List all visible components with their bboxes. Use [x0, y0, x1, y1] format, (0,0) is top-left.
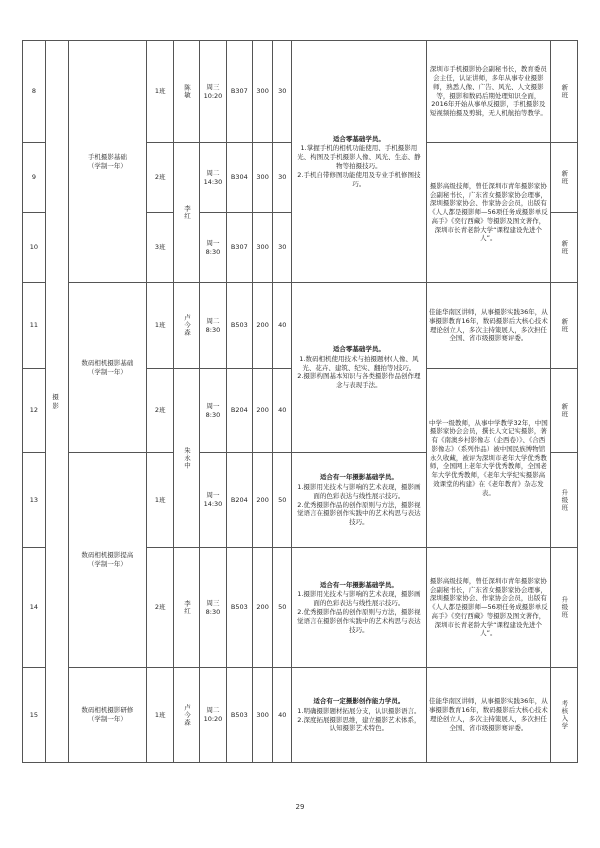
class-time: 周二 14:30: [200, 143, 227, 213]
class-status: 考核入学: [550, 668, 577, 763]
class-status: 新班: [550, 283, 577, 369]
course-description: [292, 283, 427, 453]
classroom: B307: [226, 41, 252, 143]
course-name-cell: [68, 283, 147, 453]
course-name: 数码相机摄影提高: [81, 551, 134, 560]
teacher-name: 陈敏: [174, 41, 200, 143]
fee: 300: [252, 213, 273, 283]
course-name: 数码相机摄影基础: [81, 358, 134, 367]
fee: 200: [252, 548, 273, 668]
course-name-cell: [68, 41, 147, 283]
class-time: 周一 8:30: [200, 369, 227, 453]
row-number: 12: [23, 369, 46, 453]
description-line: 1.明确摄影题材拓展分支，认识摄影语言。: [297, 706, 421, 715]
seats: 30: [273, 41, 292, 143]
class-label: 2班: [147, 548, 174, 668]
classroom: B204: [226, 369, 252, 453]
fee: 300: [252, 143, 273, 213]
class-status: 升级班: [550, 453, 577, 548]
fee: 200: [252, 283, 273, 369]
description-line: 2.优秀摄影作品的创作原则与方法，摄影视觉语言在摄影创作实践中的艺术构思与表达技巧。: [297, 608, 421, 634]
seats: 40: [273, 369, 292, 453]
class-label: 1班: [147, 668, 174, 763]
description-line: 2.摄影构图基本知识与各类摄影作品创作理念与表现手法。: [297, 372, 421, 390]
row-number: 9: [23, 143, 46, 213]
description-line: 2.深度拓展摄影思维，建立摄影艺术体系，认知摄影艺术特色。: [297, 715, 421, 733]
class-time: 周三 10:20: [200, 41, 227, 143]
description-heading: 适合零基础学员。: [332, 345, 385, 354]
teacher-name: 李红: [174, 548, 200, 668]
category-cell: [45, 41, 68, 763]
course-duration: （学制一年）: [87, 161, 127, 170]
category-char: 摄: [52, 392, 61, 401]
course-description: [292, 41, 427, 283]
classroom: B503: [226, 283, 252, 369]
class-time: 周二 10:20: [200, 668, 227, 763]
class-status: 新班: [550, 213, 577, 283]
class-time: 周一 14:30: [200, 453, 227, 548]
page-number: 29: [295, 803, 305, 811]
seats: 30: [273, 213, 292, 283]
class-label: 1班: [147, 41, 174, 143]
description-heading: 适合有一年摄影基础学员。: [319, 473, 398, 482]
teacher-name: 朱永中: [174, 369, 200, 548]
fee: 300: [252, 41, 273, 143]
class-label: 3班: [147, 213, 174, 283]
class-status: 新班: [550, 41, 577, 143]
course-schedule-table: [22, 40, 578, 763]
fee: 200: [252, 453, 273, 548]
classroom: B204: [226, 453, 252, 548]
teacher-name: 李红: [174, 143, 200, 283]
class-label: 2班: [147, 369, 174, 453]
course-name-cell: [68, 668, 147, 763]
table-row: [23, 41, 578, 143]
table-row: [23, 668, 578, 763]
course-duration: （学制一年）: [87, 715, 127, 723]
teacher-bio: 深圳市手机摄影协会副秘书长，教育委员会主任，认证讲师，多年从事专业摄影师，熟悉人像、广告、风光、人文摄影等，摄影和数码后期处理知识全面，2016年开始从事单反摄影，手机摄影及短视频拍摄及剪辑，无人机航拍等教学。: [426, 41, 550, 143]
description-heading: 适合有一定摄影创作能力学员。: [313, 696, 405, 705]
class-label: 1班: [147, 283, 174, 369]
class-status: 新班: [550, 143, 577, 213]
seats: 30: [273, 143, 292, 213]
class-label: 2班: [147, 143, 174, 213]
category-char: 影: [52, 401, 61, 410]
classroom: B503: [226, 668, 252, 763]
course-name: 手机摄影基础: [87, 152, 127, 161]
teacher-bio: 摄影高级技师，曾任深圳市青年摄影家协会副秘书长，广东省女摄影家协会理事，深圳摄影家协会、作家协会会员，出版有《人人都是摄影师—56项任务成摄影单反高手》《奕行西藏》等摄影及图文著作，深圳市长青老龄大学“课程建设先进个人”。: [426, 548, 550, 668]
teacher-name: 卢今森: [174, 283, 200, 369]
class-status: 升级班: [550, 548, 577, 668]
classroom: B307: [226, 213, 252, 283]
description-line: 2.手机自带修图功能使用及专业手机修图技巧。: [297, 170, 421, 188]
description-line: 2.优秀摄影作品的创作原则与方法，摄影视觉语言在摄影创作实践中的艺术构思与表达技巧。: [297, 500, 421, 527]
teacher-bio: 摄影高级技师，曾任深圳市青年摄影家协会副秘书长，广东省女摄影家协会理事，深圳摄影家协会、作家协会会员，出版有《人人都是摄影师—56项任务成摄影单反高手》《奕行西藏》等摄影及图文著作，深圳市长青老龄大学“课程建设先进个人”。: [426, 143, 550, 283]
course-name-cell: [68, 453, 147, 668]
course-description: [292, 548, 427, 668]
course-duration: （学制一年）: [87, 367, 127, 376]
row-number: 14: [23, 548, 46, 668]
course-description: [292, 668, 427, 763]
description-line: 1.摄影用光技术与影响的艺术表现，摄影画面的色彩表达与线性展示技巧。: [297, 482, 421, 500]
classroom: B503: [226, 548, 252, 668]
class-time: 周一 8:30: [200, 213, 227, 283]
class-status: 新班: [550, 369, 577, 453]
teacher-bio: 佳能华南区讲师，从事摄影实践36年，从事摄影教育16年，数码摄影后大核心技术理论创立人，多次主持策展人，多次担任全国、省市级摄影赛评委。: [426, 668, 550, 763]
table-row: [23, 283, 578, 369]
seats: 50: [273, 453, 292, 548]
class-time: 周三 8:30: [200, 548, 227, 668]
description-line: 1.数码相机使用技术与拍摄题材(人像、风光、花卉、建筑、纪实、翻拍等)技巧。: [299, 354, 419, 372]
fee: 300: [252, 668, 273, 763]
teacher-bio: 中学一级教师，从事中学教学32年，中国摄影家协会会员，撰长人文记实摄影，著有《南澳乡村影像志（企西卷）》、《合西影像志》（系列作品）被中国民族博物馆永久收藏，被评为深圳市老年大学优秀教师，全国网上老年大学优秀教师，全国老年大学优秀教师，《老年大学纪实摄影高效课堂的构建》在《老年教育》杂志发表。: [426, 369, 550, 548]
class-time: 周二 8:30: [200, 283, 227, 369]
row-number: 10: [23, 213, 46, 283]
fee: 200: [252, 369, 273, 453]
row-number: 11: [23, 283, 46, 369]
description-heading: 适合零基础学员。: [332, 134, 385, 143]
row-number: 8: [23, 41, 46, 143]
teacher-name: 卢今森: [174, 668, 200, 763]
row-number: 13: [23, 453, 46, 548]
course-description: [292, 453, 427, 548]
class-label: 1班: [147, 453, 174, 548]
seats: 40: [273, 283, 292, 369]
description-line: 1.摄影用光技术与影响的艺术表现，摄影画面的色彩表达与线性展示技巧。: [297, 590, 421, 608]
description-line: 1.掌握手机的相机功能使用、手机摄影用光、构图及手机摄影人像、风光、生态、静物等拍摄技巧。: [297, 144, 421, 170]
course-duration: （学制一年）: [87, 560, 127, 568]
description-heading: 适合有一年摄影基础学员。: [319, 580, 398, 589]
classroom: B304: [226, 143, 252, 213]
teacher-bio: 佳能华南区讲师，从事摄影实践36年，从事摄影教育16年，数码摄影后大核心技术理论创立人，多次主持策展人，多次担任全国、省市级摄影赛评委。: [426, 283, 550, 369]
seats: 50: [273, 548, 292, 668]
course-name: 数码相机摄影研修: [81, 706, 134, 715]
row-number: 15: [23, 668, 46, 763]
seats: 40: [273, 668, 292, 763]
